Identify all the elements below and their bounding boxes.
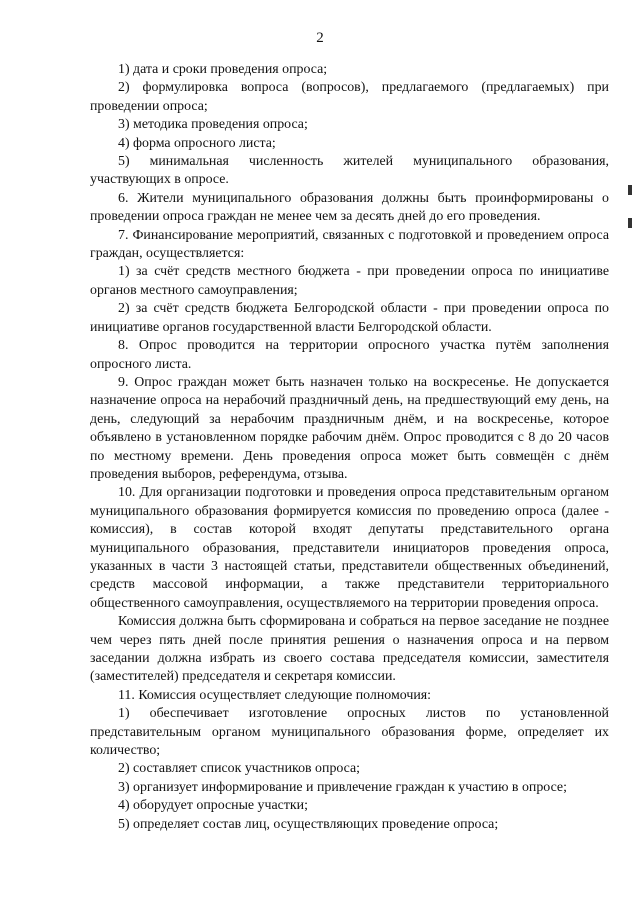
page-number: 2 bbox=[316, 30, 324, 46]
paragraph: 7. Финансирование мероприятий, связанных с подготовкой и проведением опроса граждан, осуществляется: bbox=[90, 227, 609, 262]
document-body bbox=[90, 61, 609, 834]
paragraph: 6. Жители муниципального образования должны быть проинформированы о проведении опроса граждан не менее чем за десять дней до его проведения. bbox=[90, 190, 609, 225]
paragraph: 3) методика проведения опроса; bbox=[118, 117, 308, 133]
paragraph: 8. Опрос проводится на территории опросного участка путём заполнения опросного листа. bbox=[90, 338, 609, 372]
paragraph: 4) форма опросного листа; bbox=[118, 135, 276, 151]
scan-edge-mark bbox=[628, 185, 632, 195]
paragraph: Комиссия должна быть сформирована и собраться на первое заседание не позднее чем через пять дней после принятия решения о назначения опроса и на первом заседании должна избрать из своего состава председателя комиссии, заместителя (заместителей) председателя и секретаря комиссии. bbox=[90, 614, 609, 685]
paragraph: 5) определяет состав лиц, осуществляющих проведение опроса; bbox=[118, 816, 499, 832]
paragraph: 4) оборудует опросные участки; bbox=[118, 798, 308, 814]
paragraph: 5) минимальная численность жителей муниципального образования, участвующих в опросе. bbox=[90, 154, 609, 188]
paragraph: 1) за счёт средств местного бюджета - при проведении опроса по инициативе органов местного самоуправления; bbox=[90, 264, 609, 298]
paragraph: 1) обеспечивает изготовление опросных листов по установленной представительным органом муниципального образования форме, определяет их количество; bbox=[90, 706, 609, 759]
paragraph: 1) дата и сроки проведения опроса; bbox=[118, 62, 328, 77]
paragraph: 9. Опрос граждан может быть назначен только на воскресенье. Не допускается назначение опроса на нерабочий праздничный день, на предшествующий ему день, на день, следующий за нерабочим праздничным днём, и на воскресенье, которое объявлено в установленном порядке рабочим днём. Опрос проводится с 8 до 20 часов по местному времени. День проведения опроса может быть совмещён с днём проведения выборов, референдума, отзыва. bbox=[90, 374, 609, 482]
paragraph: 10. Для организации подготовки и проведения опроса представительным органом муниципального образования формируется комиссия по проведению опроса (далее - комиссия), в состав которой входят депутаты представительного органа муниципального образования, представители инициаторов проведения опроса, указанных в части 3 настоящей статьи, представители общественных объединений, средств массовой информации, а также представители территориального общественного самоуправления, осуществляемого на территории проведения опроса. bbox=[90, 485, 609, 611]
paragraph: 2) составляет список участников опроса; bbox=[118, 761, 361, 777]
scan-edge-mark bbox=[628, 218, 632, 228]
paragraph: 11. Комиссия осуществляет следующие полномочия: bbox=[118, 687, 432, 703]
paragraph: 3) организует информирование и привлечение граждан к участию в опросе; bbox=[118, 779, 567, 795]
paragraph: 2) формулировка вопроса (вопросов), предлагаемого (предлагаемых) при проведении опроса; bbox=[90, 80, 609, 114]
paragraph: 2) за счёт средств бюджета Белгородской области - при проведении опроса по инициативе органов государственной власти Белгородской области. bbox=[90, 301, 609, 335]
